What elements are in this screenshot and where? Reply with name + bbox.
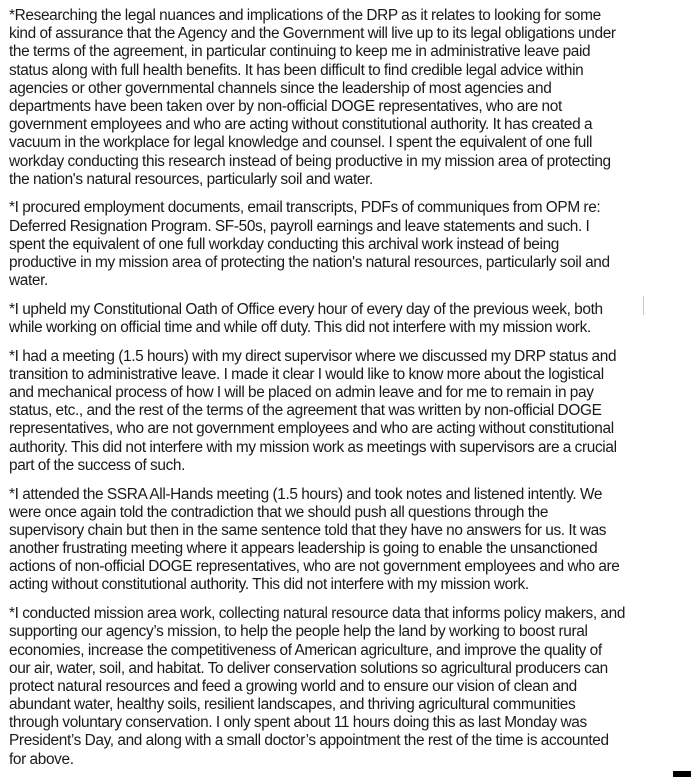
text-line: actions of non-official DOGE representatives, who are not government employees and who are [9, 558, 620, 576]
text-line: Deferred Resignation Program. SF-50s, payroll earnings and leave statements and such. I [9, 217, 590, 235]
text-line: vacuum in the workplace for legal knowledge and counsel. I spent the equivalent of one full [9, 134, 593, 152]
text-line: and mechanical process of how I will be placed on admin leave and for me to remain in pay [9, 384, 594, 402]
text-line: part of the success of such. [9, 456, 186, 474]
text-line: *Researching the legal nuances and implications of the DRP as it relates to looking for some [9, 7, 601, 24]
paragraph [9, 605, 691, 769]
paragraph [9, 7, 691, 189]
text-line: through voluntary conservation. I only spent about 11 hours doing this as last Monday was [9, 714, 587, 732]
text-line: for above. [9, 750, 74, 768]
text-line: the terms of the agreement, in particular continuing to keep me in administrative leave paid [9, 43, 591, 61]
text-line: supporting our agency’s mission, to help the people help the land by working to boost rural [9, 623, 588, 641]
text-line: productive in my mission area of protecting the nation's natural resources, particularly soil and [9, 253, 610, 271]
text-line: our air, water, soil, and habitat. To deliver conservation solutions so agricultural producers can [9, 659, 608, 677]
text-line: were once again told the contradiction that we should push all questions through the [9, 503, 549, 521]
text-line: transition to administrative leave. I made it clear I would like to know more about the logistical [9, 365, 604, 383]
text-line: supervisory chain but then in the same sentence told that they have no answers for us. It was [9, 521, 607, 539]
text-line: departments have been taken over by non-official DOGE representatives, who are not [9, 97, 562, 115]
text-line: protect natural resources and feed a growing world and to ensure our vision of clean and [9, 677, 577, 695]
text-line: *I upheld my Constitutional Oath of Office every hour of every day of the previous week, both [9, 300, 603, 318]
text-line: economies, increase the competitiveness of American agriculture, and improve the quality of [9, 641, 602, 659]
text-line: status, etc., and the rest of the terms of the agreement that was written by non-official DOGE [9, 402, 602, 420]
paragraph [9, 486, 691, 595]
text-line: acting without constitutional authority. This did not interfere with my mission work. [9, 576, 529, 594]
text-line: spent the equivalent of one full workday conducting this archival work instead of being [9, 235, 559, 253]
text-line: *I procured employment documents, email transcripts, PDFs of communiques from OPM re: [9, 199, 601, 217]
paragraph [9, 301, 691, 337]
text-line: workday conducting this research instead of being productive in my mission area of protecting [9, 152, 611, 170]
text-line: agencies or other governmental channels since the leadership of most agencies and [9, 79, 552, 97]
text-line: government employees and who are acting without constitutional authority. It has created a [9, 116, 593, 134]
text-line: representatives, who are not government employees and who are acting without constitutional [9, 420, 614, 438]
text-line: *I had a meeting (1.5 hours) with my direct supervisor where we discussed my DRP status and [9, 347, 617, 365]
text-line: abundant water, healthy soils, resilient landscapes, and thriving agricultural communities [9, 696, 576, 714]
text-line: authority. This did not interfere with my mission work as meetings with supervisors are a crucial [9, 438, 617, 456]
text-line: another frustrating meeting where it appears leadership is going to enable the unsanctioned [9, 540, 598, 558]
text-line: the nation's natural resources, particularly soil and water. [9, 170, 373, 188]
paragraph [9, 199, 691, 290]
corner-marker [673, 771, 691, 777]
text-line: status along with full health benefits. It has been difficult to find credible legal advice within [9, 61, 584, 79]
paragraph [9, 348, 691, 475]
text-line: kind of assurance that the Agency and the Government will live up to its legal obligations under [9, 25, 616, 43]
text-line: *I attended the SSRA All-Hands meeting (1.5 hours) and took notes and listened intently. We [9, 485, 603, 503]
text-line: *I conducted mission area work, collecting natural resource data that informs policy makers, and [9, 605, 626, 623]
text-line: while working on official time and while off duty. This did not interfere with my mission work. [9, 319, 591, 336]
text-line: water. [9, 272, 48, 290]
text-line: President’s Day, and along with a small doctor’s appointment the rest of the time is accounted [9, 732, 609, 750]
text-cursor [643, 296, 644, 315]
document-body [9, 7, 691, 779]
